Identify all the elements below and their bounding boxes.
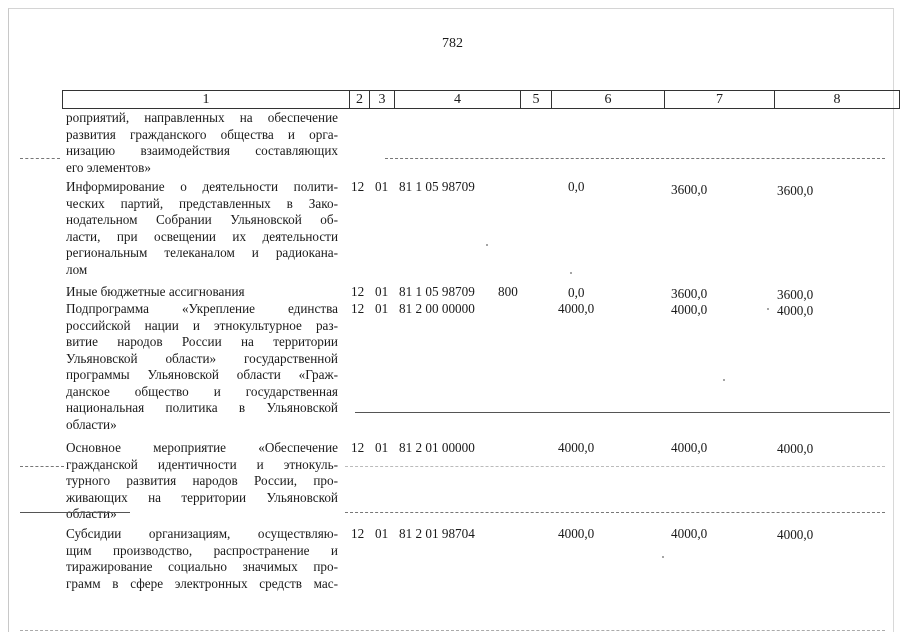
cell-expense-type: 800 <box>498 284 518 299</box>
column-header-7: 7 <box>665 91 775 108</box>
description-line: ческих партий, представленных в Зако- <box>66 195 338 211</box>
cell-target-code: 81 1 05 98709 <box>399 284 475 299</box>
cell-target-code: 81 2 00 00000 <box>399 301 475 316</box>
cell-value-8: 3600,0 <box>777 287 814 302</box>
cell-value-8: 4000,0 <box>777 303 814 318</box>
description-line: Основное мероприятие «Обеспечение <box>66 440 338 455</box>
cell-value-8: 3600,0 <box>777 183 814 198</box>
scan-rule <box>385 158 885 159</box>
cell-target-code: 81 1 05 98709 <box>399 179 475 194</box>
description-line: щим производство, распространение и <box>66 542 338 558</box>
description-line: области» <box>66 416 117 432</box>
description-line: развития гражданского общества и орга- <box>66 126 338 142</box>
scan-speck <box>486 244 488 246</box>
description-line: витие народов России на территории <box>66 334 338 349</box>
cell-value-7: 4000,0 <box>671 302 708 317</box>
description-line: гражданской идентичности и этнокуль- <box>66 456 338 472</box>
description-line: низацию взаимодействия составляющих <box>66 143 338 158</box>
scan-rule <box>355 412 890 413</box>
table-row-description <box>66 179 338 278</box>
scan-speck <box>723 379 725 381</box>
scan-speck <box>662 556 664 558</box>
column-header-4: 4 <box>395 91 521 108</box>
description-line: Информирование о деятельности полити- <box>66 179 338 194</box>
cell-value-7: 4000,0 <box>671 440 708 455</box>
cell-value-7: 4000,0 <box>671 526 708 541</box>
table-row-description <box>66 526 338 592</box>
cell-value-7: 3600,0 <box>671 182 708 197</box>
cell-value-7: 3600,0 <box>671 286 708 301</box>
cell-section: 12 <box>351 440 365 455</box>
description-line: области» <box>66 506 117 521</box>
description-line: живающих на территории Ульяновской <box>66 489 338 505</box>
cell-value-6: 4000,0 <box>558 301 595 316</box>
cell-subsection: 01 <box>375 301 389 316</box>
description-line: нодательном Собрании Ульяновской об- <box>66 212 338 227</box>
description-line: грамм в сфере электронных средств мас- <box>66 575 338 591</box>
table-row-description <box>66 301 338 433</box>
cell-value-6: 0,0 <box>568 179 585 194</box>
description-line: данское общество и государственная <box>66 383 338 399</box>
description-line: лом <box>66 261 88 277</box>
description-line: Субсидии организациям, осуществляю- <box>66 526 338 541</box>
description-line: региональным телеканалом и радиокана- <box>66 245 338 260</box>
scan-speck <box>570 272 572 274</box>
description-line: Подпрограмма «Укрепление единства <box>66 301 338 316</box>
table-row-description <box>66 440 338 523</box>
description-line: его элементов» <box>66 159 151 175</box>
scan-rule <box>20 466 64 467</box>
page-number: 782 <box>442 36 463 51</box>
description-line: национальная политика в Ульяновской <box>66 400 338 415</box>
cell-subsection: 01 <box>375 440 389 455</box>
description-line: российской нации и этнокультурное раз- <box>66 317 338 333</box>
cell-section: 12 <box>351 179 365 194</box>
cell-value-6: 4000,0 <box>558 526 595 541</box>
cell-section: 12 <box>351 301 365 316</box>
column-header-5: 5 <box>521 91 552 108</box>
column-header-1: 1 <box>63 91 350 108</box>
scan-speck <box>767 308 769 310</box>
table-row-description <box>66 110 338 176</box>
column-header-6: 6 <box>552 91 665 108</box>
cell-subsection: 01 <box>375 526 389 541</box>
cell-subsection: 01 <box>375 284 389 299</box>
description-line: ласти, при освещении их деятельности <box>66 228 338 244</box>
description-line: роприятий, направленных на обеспечение <box>66 110 338 125</box>
cell-target-code: 81 2 01 98704 <box>399 526 475 541</box>
column-header-2: 2 <box>350 91 370 108</box>
column-header-8: 8 <box>833 92 841 107</box>
scan-rule <box>345 466 885 467</box>
description-line: турного развития народов России, про- <box>66 473 338 488</box>
scan-rule <box>20 630 885 631</box>
description-line: тиражирование социально значимых про- <box>66 559 338 574</box>
scan-rule <box>345 512 885 513</box>
cell-value-8: 4000,0 <box>777 527 814 542</box>
description-line: Иные бюджетные ассигнования <box>66 284 245 299</box>
description-line: Ульяновской области» государственной <box>66 350 338 366</box>
scan-rule <box>20 512 130 513</box>
scan-rule <box>20 158 60 159</box>
cell-value-6: 4000,0 <box>558 440 595 455</box>
table-row-description <box>66 284 338 301</box>
column-header-3: 3 <box>370 91 395 108</box>
cell-value-6: 0,0 <box>568 285 585 300</box>
cell-target-code: 81 2 01 00000 <box>399 440 475 455</box>
description-line: программы Ульяновской области «Граж- <box>66 367 338 382</box>
cell-subsection: 01 <box>375 179 389 194</box>
cell-section: 12 <box>351 284 365 299</box>
column-header-row <box>62 90 900 109</box>
cell-section: 12 <box>351 526 365 541</box>
cell-value-8: 4000,0 <box>777 441 814 456</box>
